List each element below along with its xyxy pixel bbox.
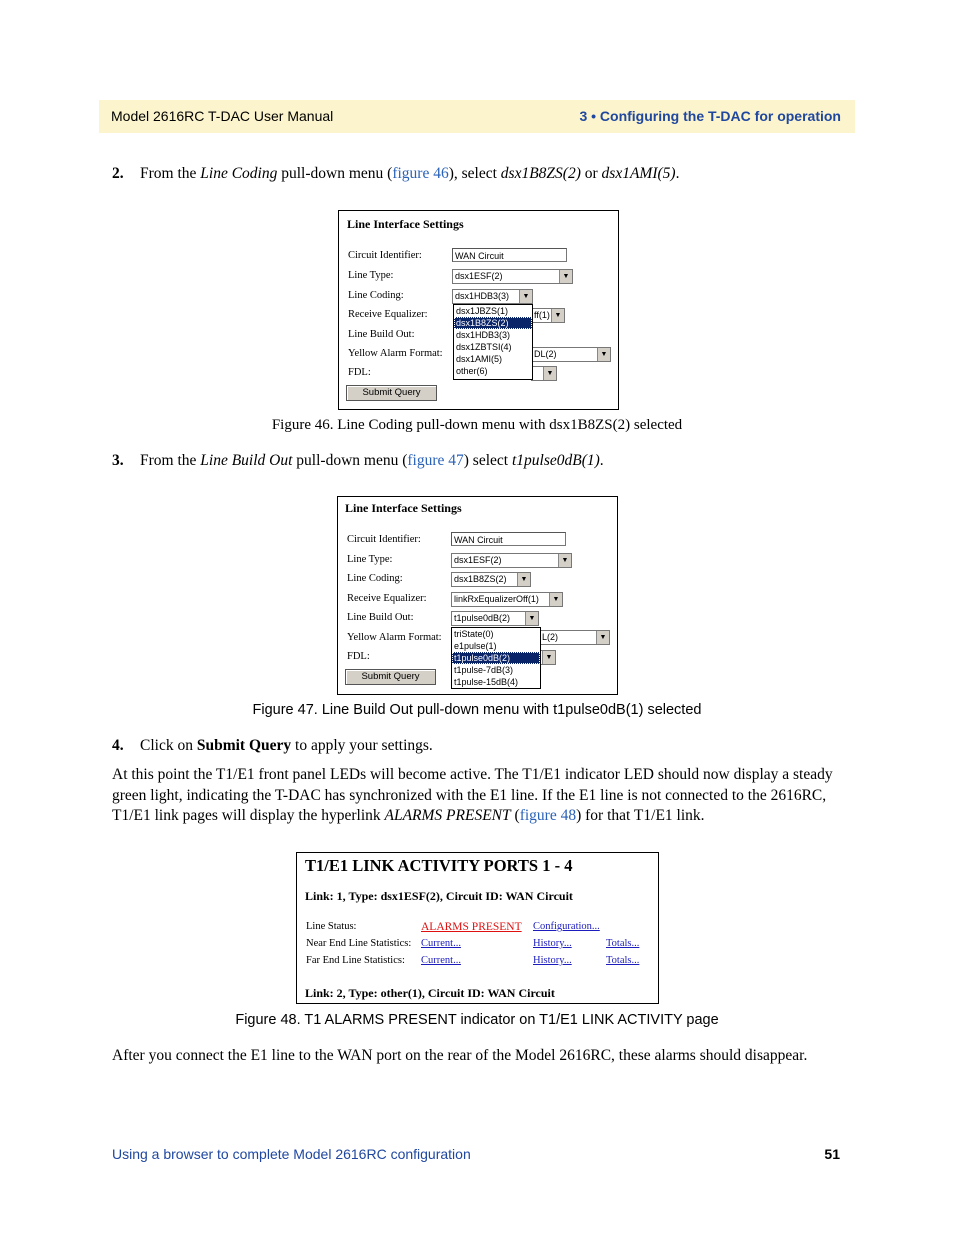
dropdown-arrow-icon: ▼ bbox=[597, 348, 610, 361]
step-number: 3. bbox=[112, 452, 124, 469]
selected-value: dsx1B8ZS(2) bbox=[454, 574, 507, 584]
label-circuit-identifier: Circuit Identifier: bbox=[347, 534, 421, 545]
step-text: From the bbox=[140, 452, 201, 469]
submit-query-button[interactable]: Submit Query bbox=[346, 385, 437, 401]
near-end-label: Near End Line Statistics: bbox=[306, 938, 412, 949]
menu-name: Line Coding bbox=[200, 165, 278, 182]
fdl-select[interactable] bbox=[531, 366, 557, 381]
selected-value: L(2) bbox=[542, 632, 559, 642]
label-yellow-alarm-format: Yellow Alarm Format: bbox=[348, 348, 443, 359]
label-line-coding: Line Coding: bbox=[348, 290, 404, 301]
option-name: t1pulse0dB(1) bbox=[511, 452, 600, 469]
label-fdl: FDL: bbox=[347, 651, 370, 662]
paragraph-text: At this point the T1/E1 front panel LEDs will become active. The T1/E1 indicator LED should now display a steady green light, indicating the T-DAC has synchronized with the E1 line. If the E1 line is not connected to the 2616RC, T1/E1 link pages will display the hyperlink bbox=[112, 766, 833, 824]
figure-47-caption: Figure 47. Line Build Out pull-down menu with t1pulse0dB(1) selected bbox=[252, 702, 702, 718]
figure-46-screenshot bbox=[338, 210, 619, 410]
dropdown-arrow-icon: ▼ bbox=[519, 290, 532, 303]
step-3 bbox=[112, 451, 604, 471]
dropdown-arrow-icon: ▼ bbox=[596, 631, 609, 644]
far-end-totals-link[interactable]: Totals... bbox=[606, 955, 640, 966]
line-coding-select[interactable] bbox=[451, 572, 531, 587]
dropdown-arrow-icon: ▼ bbox=[525, 612, 538, 625]
dropdown-option[interactable]: t1pulse-7dB(3) bbox=[454, 665, 514, 675]
far-end-history-link[interactable]: History... bbox=[533, 955, 572, 966]
line-coding-dropdown[interactable] bbox=[453, 304, 533, 380]
step-text: From the bbox=[140, 165, 201, 182]
dropdown-arrow-icon: ▼ bbox=[517, 573, 530, 586]
label-line-coding: Line Coding: bbox=[347, 573, 403, 584]
dropdown-arrow-icon: ▼ bbox=[543, 367, 556, 380]
step-text: Click on bbox=[140, 737, 197, 754]
figure-47-screenshot bbox=[337, 496, 618, 695]
configuration-link[interactable]: Configuration... bbox=[533, 921, 600, 932]
panel-title: Line Interface Settings bbox=[347, 217, 464, 231]
dropdown-option-selected[interactable]: dsx1B8ZS(2) bbox=[454, 317, 532, 329]
far-end-current-link[interactable]: Current... bbox=[421, 955, 461, 966]
dropdown-option-selected[interactable]: t1pulse0dB(2) bbox=[452, 652, 540, 664]
chapter-title: 3 • Configuring the T-DAC for operation bbox=[579, 108, 841, 124]
step-text: ) select bbox=[463, 452, 512, 469]
dropdown-option[interactable]: dsx1ZBTSI(4) bbox=[456, 342, 512, 352]
step-2 bbox=[112, 164, 679, 184]
running-header bbox=[99, 100, 855, 133]
selected-value: DL(2) bbox=[534, 349, 557, 359]
selected-value: linkRxEqualizerOff(1) bbox=[454, 594, 539, 604]
page-number: 51 bbox=[824, 1146, 840, 1162]
step-text: pull-down menu ( bbox=[277, 165, 393, 182]
button-name: Submit Query bbox=[196, 737, 292, 754]
link-1-header: Link: 1, Type: dsx1ESF(2), Circuit ID: WAN Circuit bbox=[305, 889, 573, 903]
submit-query-button[interactable]: Submit Query bbox=[345, 669, 436, 685]
dropdown-option[interactable]: e1pulse(1) bbox=[454, 641, 497, 651]
near-end-current-link[interactable]: Current... bbox=[421, 938, 461, 949]
option-name: dsx1B8ZS(2) bbox=[500, 165, 581, 182]
step-text: or bbox=[580, 165, 602, 182]
selected-value: dsx1ESF(2) bbox=[454, 555, 502, 565]
hyperlink-name: ALARMS PRESENT bbox=[384, 807, 511, 824]
far-end-label: Far End Line Statistics: bbox=[306, 955, 405, 966]
dropdown-arrow-icon: ▼ bbox=[549, 593, 562, 606]
dropdown-arrow-icon: ▼ bbox=[542, 651, 555, 664]
selected-value: dsx1ESF(2) bbox=[455, 271, 503, 281]
receive-equalizer-select[interactable] bbox=[451, 592, 563, 607]
page-title: T1/E1 LINK ACTIVITY PORTS 1 - 4 bbox=[305, 856, 573, 875]
figure-47-link[interactable]: figure 47 bbox=[407, 452, 464, 469]
paragraph-text: ) for that T1/E1 link. bbox=[576, 807, 705, 824]
step-text: pull-down menu ( bbox=[292, 452, 408, 469]
dropdown-arrow-icon: ▼ bbox=[551, 309, 564, 322]
dropdown-arrow-icon: ▼ bbox=[558, 554, 571, 567]
circuit-identifier-input[interactable]: WAN Circuit bbox=[451, 532, 566, 546]
line-status-label: Line Status: bbox=[306, 921, 357, 932]
step-text: . bbox=[675, 165, 680, 182]
paragraph-text: ( bbox=[510, 807, 520, 824]
label-yellow-alarm-format: Yellow Alarm Format: bbox=[347, 632, 442, 643]
fdl-select[interactable] bbox=[539, 650, 556, 665]
selected-value: dsx1HDB3(3) bbox=[455, 291, 510, 301]
yellow-alarm-format-select[interactable] bbox=[531, 347, 611, 362]
footer-section-title: Using a browser to complete Model 2616RC configuration bbox=[112, 1146, 471, 1162]
label-line-build-out: Line Build Out: bbox=[348, 329, 415, 340]
link-2-header: Link: 2, Type: other(1), Circuit ID: WAN Circuit bbox=[305, 986, 555, 1000]
figure-48-screenshot bbox=[296, 852, 659, 1004]
step-number: 2. bbox=[112, 165, 124, 182]
label-receive-equalizer: Receive Equalizer: bbox=[347, 593, 427, 604]
dropdown-option[interactable]: dsx1JBZS(1) bbox=[456, 306, 509, 316]
label-line-type: Line Type: bbox=[348, 270, 394, 281]
panel-title: Line Interface Settings bbox=[345, 501, 462, 515]
near-end-totals-link[interactable]: Totals... bbox=[606, 938, 640, 949]
receive-equalizer-select[interactable] bbox=[531, 308, 565, 323]
selected-value: t1pulse0dB(2) bbox=[454, 613, 511, 623]
step-text: . bbox=[599, 452, 604, 469]
dropdown-option[interactable]: other(6) bbox=[456, 366, 488, 376]
step-text: to apply your settings. bbox=[291, 737, 433, 754]
circuit-identifier-input[interactable]: WAN Circuit bbox=[452, 248, 567, 262]
figure-48-link[interactable]: figure 48 bbox=[519, 807, 577, 824]
line-build-out-select[interactable] bbox=[451, 611, 539, 626]
option-name: dsx1AMI(5) bbox=[601, 165, 676, 182]
dropdown-option[interactable]: dsx1AMI(5) bbox=[456, 354, 503, 364]
dropdown-arrow-icon: ▼ bbox=[559, 270, 572, 283]
body-paragraph bbox=[112, 765, 847, 827]
alarms-present-link[interactable]: ALARMS PRESENT bbox=[421, 921, 522, 933]
step-number: 4. bbox=[112, 737, 124, 754]
line-build-out-dropdown[interactable] bbox=[451, 627, 541, 689]
manual-title: Model 2616RC T-DAC User Manual bbox=[111, 108, 334, 124]
figure-46-link[interactable]: figure 46 bbox=[392, 165, 449, 182]
line-type-select[interactable] bbox=[451, 553, 572, 568]
selected-value: ff(1) bbox=[534, 310, 550, 320]
label-line-type: Line Type: bbox=[347, 554, 393, 565]
figure-48-caption: Figure 48. T1 ALARMS PRESENT indicator on T1/E1 LINK ACTIVITY page bbox=[235, 1012, 719, 1028]
label-fdl: FDL: bbox=[348, 367, 371, 378]
label-circuit-identifier: Circuit Identifier: bbox=[348, 250, 422, 261]
closing-paragraph: After you connect the E1 line to the WAN port on the rear of the Model 2616RC, these alarms should disappear. bbox=[112, 1047, 808, 1064]
dropdown-option[interactable]: dsx1HDB3(3) bbox=[456, 330, 511, 340]
yellow-alarm-format-select[interactable] bbox=[539, 630, 610, 645]
dropdown-option[interactable]: t1pulse-15dB(4) bbox=[454, 677, 519, 687]
step-4 bbox=[112, 736, 433, 756]
line-coding-select[interactable] bbox=[452, 289, 533, 304]
figure-46-caption: Figure 46. Line Coding pull-down menu with dsx1B8ZS(2) selected bbox=[271, 417, 683, 433]
near-end-history-link[interactable]: History... bbox=[533, 938, 572, 949]
label-receive-equalizer: Receive Equalizer: bbox=[348, 309, 428, 320]
dropdown-option[interactable]: triState(0) bbox=[454, 629, 494, 639]
step-text: ), select bbox=[448, 165, 501, 182]
line-type-select[interactable] bbox=[452, 269, 573, 284]
label-line-build-out: Line Build Out: bbox=[347, 612, 414, 623]
menu-name: Line Build Out bbox=[200, 452, 293, 469]
